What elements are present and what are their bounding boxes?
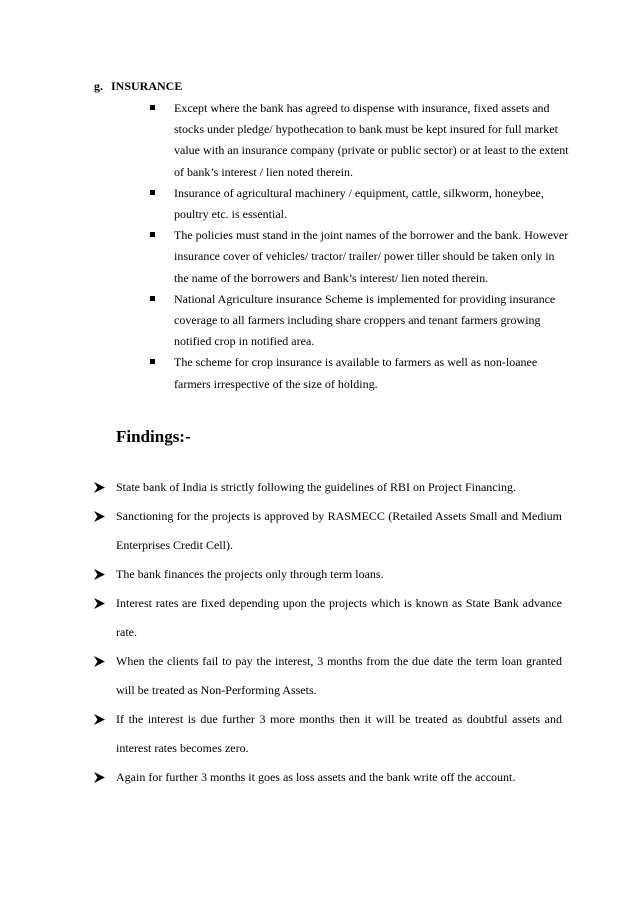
arrow-bullet-icon [94, 656, 105, 667]
square-bullet-icon [150, 359, 155, 364]
list-item [150, 225, 570, 289]
list-item-text: Interest rates are fixed depending upon the projects which is known as State Bank advance rate. [116, 596, 562, 639]
list-item-text: State bank of India is strictly following the guidelines of RBI on Project Financing. [116, 480, 516, 494]
list-item [94, 502, 562, 560]
list-item [94, 705, 562, 763]
list-item-text: The bank finances the projects only through term loans. [116, 567, 384, 581]
list-item [94, 473, 562, 502]
list-item-text: Except where the bank has agreed to dispense with insurance, fixed assets and stocks under pledge/ hypothecation to bank must be kept insured for full market value with an insurance company (private or public sector) or at least to the extent of bank’s interest / lien noted therein. [174, 101, 569, 179]
square-bullet-icon [150, 190, 155, 195]
square-bullet-icon [150, 105, 155, 110]
list-item [150, 289, 570, 353]
list-item-text: The policies must stand in the joint names of the borrower and the bank. However insurance cover of vehicles/ tractor/ trailer/ power tiller should be taken only in the name of the borrowers and Bank’s interest/ lien noted therein. [174, 228, 569, 285]
insurance-list [150, 98, 570, 395]
list-item-text: If the interest is due further 3 more months then it will be treated as doubtful assets and interest rates becomes zero. [116, 712, 562, 755]
list-item [150, 352, 570, 394]
list-item-text: When the clients fail to pay the interest, 3 months from the due date the term loan granted will be treated as Non-Performing Assets. [116, 654, 562, 697]
list-item [94, 560, 562, 589]
list-item [94, 589, 562, 647]
arrow-bullet-icon [94, 569, 105, 580]
findings-heading: Findings:- [116, 427, 191, 446]
arrow-bullet-icon [94, 511, 105, 522]
arrow-bullet-icon [94, 598, 105, 609]
list-item [150, 98, 570, 183]
list-item-text: The scheme for crop insurance is available to farmers as well as non-loanee farmers irrespective of the size of holding. [174, 355, 538, 391]
list-item-text: Sanctioning for the projects is approved by RASMECC (Retailed Assets Small and Medium Enterprises Credit Cell). [116, 509, 562, 552]
square-bullet-icon [150, 296, 155, 301]
square-bullet-icon [150, 232, 155, 237]
arrow-bullet-icon [94, 482, 105, 493]
list-item-text: Insurance of agricultural machinery / equipment, cattle, silkworm, honeybee, poultry etc. is essential. [174, 185, 544, 222]
section-title: INSURANCE [111, 79, 183, 93]
list-item-text: Again for further 3 months it goes as loss assets and the bank write off the account. [116, 770, 516, 784]
list-item [150, 183, 570, 225]
list-item [94, 647, 562, 705]
section-letter: g. [94, 79, 103, 93]
list-item-text: National Agriculture insurance Scheme is implemented for providing insurance coverage to all farmers including share croppers and tenant farmers growing notified crop in notified area. [174, 291, 556, 349]
findings-list [94, 473, 562, 792]
arrow-bullet-icon [94, 714, 105, 725]
list-item [94, 763, 562, 792]
insurance-heading [94, 76, 182, 96]
arrow-bullet-icon [94, 772, 105, 783]
